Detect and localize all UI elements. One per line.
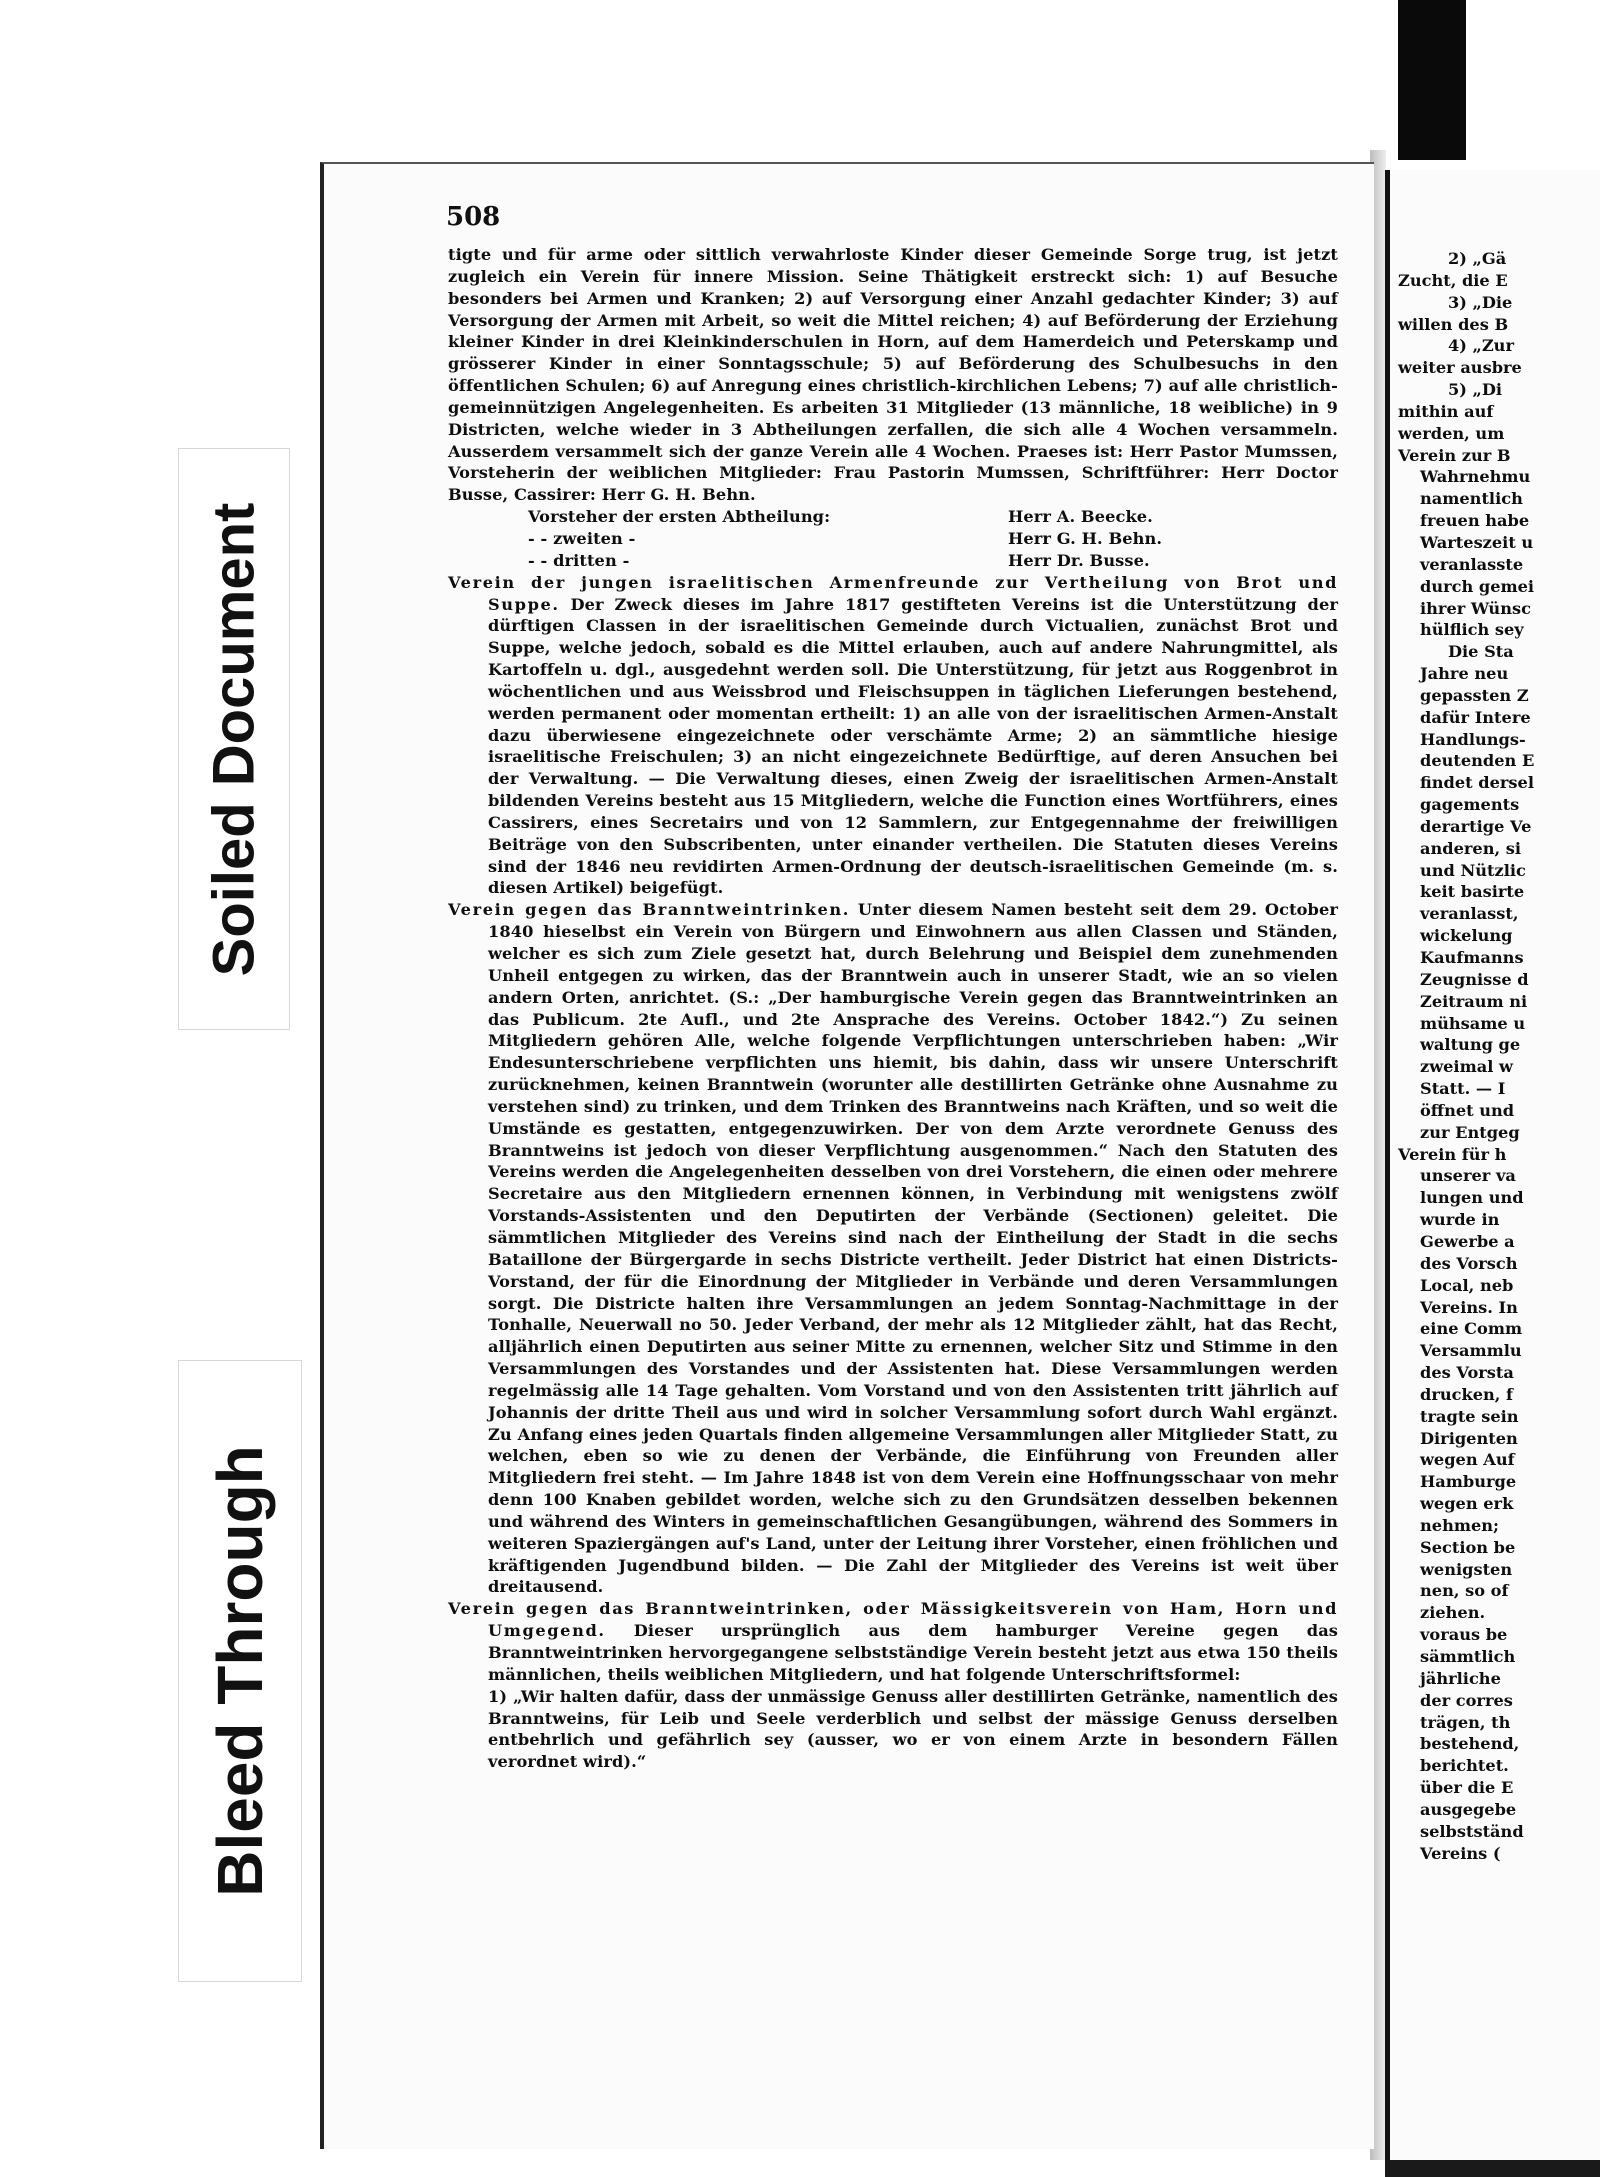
right-page-line: drucken, f [1420, 1384, 1513, 1404]
right-page-line: des Vorsta [1420, 1363, 1514, 1383]
right-page-line: eine Comm [1420, 1319, 1523, 1339]
right-page [1385, 170, 1600, 2160]
right-page-line: wenigsten [1420, 1559, 1513, 1579]
right-page-line: veranlasste [1420, 554, 1524, 574]
right-page-line: öffnet und [1420, 1100, 1515, 1120]
right-page-line: Local, neb [1420, 1275, 1514, 1295]
right-page-line: voraus be [1420, 1625, 1508, 1645]
right-page-line: der corres [1420, 1690, 1513, 1710]
right-page-line: Vereins ( [1420, 1843, 1501, 1863]
right-page-line: keit basirte [1420, 882, 1525, 902]
right-page-line: wurde in [1420, 1210, 1500, 1230]
page-number: 508 [446, 202, 501, 232]
right-page-line: Warteszeit u [1420, 532, 1534, 552]
entry-heading: Verein gegen das Branntweintrinken, oder Mässigkeitsverein von Ham, Horn und Umgegend. [448, 1599, 1338, 1641]
right-page-line: wickelung [1420, 926, 1513, 946]
right-page-line: trägen, th [1420, 1712, 1511, 1732]
right-page-line: des Vorsch [1420, 1253, 1518, 1273]
right-page-line: namentlich [1420, 489, 1523, 509]
officer-row [448, 528, 1338, 550]
officer-name: Herr A. Beecke. [1008, 507, 1153, 527]
soiled-document-text: Soiled Document [201, 502, 267, 976]
right-page-line: 3) „Die [1448, 292, 1513, 312]
right-page-line: wegen Auf [1420, 1450, 1515, 1470]
right-page-line: Statt. — I [1420, 1079, 1506, 1099]
left-page [320, 162, 1374, 2149]
officer-name: Herr Dr. Busse. [1008, 550, 1150, 570]
right-page-line: nehmen; [1420, 1515, 1500, 1535]
entry-body: Unter diesem Namen besteht seit dem 29. October 1840 hieselbst ein Verein von Bürgern und Einwohnern aus allen Classen und Ständen, welcher es sich zum Ziele gesetzt hat, durch Belehrung und Beispiel dem zunehmenden Unheil entgegen zu wirken, das der Branntwein auch in unserer Stadt, wie an so vielen andern Orten, anrichtet. (S.: „Der hamburgische Verein gegen das Branntweintrinken an das Publicum. 2te Aufl., und 2te Ansprache des Vereins. October 1842.“) Zu seinen Mitgliedern gehören Alle, welche folgende Verpflichtungen unterschrieben haben: „Wir Endesunterschriebene verpflichten uns hiemit, bis dahin, dass wir unsere Unterschrift zurücknehmen, keinen Branntwein (worunter alle destillirten Getränke ohne Ausnahme zu verstehen sind) zu trinken, und dem Trinken des Branntweins nach Kräften, und so weit die Umstände es gestatten, entgegenzuwirken. Der von dem Arzte verordnete Genuss des Branntweins ist jedoch von dieser Verpflichtung ausgenommen.“ Nach den Statuten des Vereins werden die Angelegenheiten desselben von drei Vorstehern, die einen oder mehrere Secretaire aus den Mitgliedern ernennen können, in Verbindung mit wenigstens zwölf Vorstands-Assistenten und den Deputirten der Verbände (Sectionen) geleitet. Die sämmtlichen Mitglieder des Vereins sind nach der Eintheilung der Stadt in die sechs Bataillone der Bürgergarde in sechs Districte vertheilt. Jeder District hat einen Districts-Vorstand, der für die Einordnung der Mitglieder in Verbände und deren Versammlungen sorgt. Die Districte halten ihre Versammlungen an jedem Sonntag-Nachmittage in der Tonhalle, Neuerwall no 50. Jeder Verband, der mehr als 12 Mitglieder zählt, hat das Recht, alljährlich einen Deputirten aus seiner Mitte zu ernennen, welcher Sitz und Stimme in den Versammlungen des Vorstandes und der Assistenten hat. Diese Versammlungen werden regelmässig alle 14 Tage gehalten. Vom Vorstand und von den Assistenten tritt jährlich auf Johannis der dritte Theil aus und wird in solcher Versammlung sofort durch Wahl ergänzt. Zu Anfang eines jeden Quartals finden allgemeine Versammlungen aller Mitglieder Statt, zu welchen, eben so wie zu denen der Verbände, die Einführung von Freunden aller Mitgliedern frei steht. — Im Jahre 1848 ist von dem Verein eine Hoffnungsschaar von mehr denn 100 Knaben gebildet worden, welche sich zu den Grundsätzen desselben bekennen und während des Winters in gemeinschaftlichen Gesangübungen, während des Sommers in weiteren Spaziergängen auf's Land, unter der Leitung ihrer Vorsteher, einen fröhlichen und kräftigenden Jugendbund bilden. — Die Zahl der Mitglieder des Vereins ist weit über dreitausend. [488, 900, 1338, 1597]
soiled-document-label [178, 448, 290, 1030]
right-page-line: 5) „Di [1448, 380, 1503, 400]
right-page-line: lungen und [1420, 1188, 1524, 1208]
right-page-line: Vereins. In [1420, 1297, 1518, 1317]
right-page-line: Jahre neu [1420, 664, 1509, 684]
right-page-line: Zeitraum ni [1420, 991, 1528, 1011]
right-page-line: tragte sein [1420, 1406, 1519, 1426]
right-page-line: dafür Intere [1420, 707, 1531, 727]
right-page-line: Gewerbe a [1420, 1231, 1515, 1251]
officer-row [448, 506, 1338, 528]
right-page-line: mühsame u [1420, 1013, 1526, 1033]
entry-body: Dieser ursprünglich aus dem hamburger Vereine gegen das Branntweintrinken hervorgegangene selbstständige Verein besteht jetzt aus etwa 150 theils männlichen, theils weiblichen Mitgliedern, und hat folgende Unterschriftsformel: [488, 1621, 1338, 1684]
right-page-line: ausgegebe [1420, 1799, 1517, 1819]
right-page-line: willen des B [1398, 314, 1509, 334]
right-page-line: zur Entgeg [1420, 1122, 1520, 1142]
officer-label: - - dritten - [528, 550, 630, 570]
right-page-line: wegen erk [1420, 1494, 1514, 1514]
right-page-line: Handlungs- [1420, 729, 1526, 749]
right-page-text [1398, 248, 1600, 1864]
right-page-line: Zeugnisse d [1420, 969, 1529, 989]
right-page-line: und Nützlic [1420, 860, 1526, 880]
right-page-line: veranlasst, [1420, 904, 1519, 924]
officer-label: Vorsteher der ersten Abtheilung: [528, 507, 831, 527]
right-page-line: werden, um [1398, 423, 1505, 443]
right-page-line: Section be [1420, 1537, 1516, 1557]
right-page-line: hülflich sey [1420, 620, 1524, 640]
right-page-line: deutenden E [1420, 751, 1535, 771]
right-page-line: über die E [1420, 1778, 1514, 1798]
right-page-line: waltung ge [1420, 1035, 1521, 1055]
bleed-through-label [178, 1360, 302, 1982]
left-page-text [448, 244, 1338, 1773]
entry-heading: Verein der jungen israelitischen Armenfreunde zur Vertheilung von Brot und Suppe. [448, 572, 1338, 614]
right-page-line: berichtet. [1420, 1756, 1509, 1776]
right-page-line: Versammlu [1420, 1341, 1522, 1361]
right-page-line: Verein zur B [1398, 445, 1511, 465]
pledge-paragraph: 1) „Wir halten dafür, dass der unmässige Genuss aller destillirten Getränke, namentlich des Branntweins, für Leib und Seele verderblich und selbst der mässige Genuss derselben entbehrlich und gefährlich sey (ausser, wo er von einem Arzte in besondern Fällen verordnet wird).“ [488, 1686, 1338, 1772]
binding-strip-top [1398, 0, 1466, 160]
entry-paragraph [448, 899, 1338, 1598]
right-page-line: Die Sta [1448, 642, 1514, 662]
entry-heading: Verein gegen das Branntweintrinken. [448, 900, 851, 920]
right-page-line: zweimal w [1420, 1057, 1513, 1077]
right-page-line: gagements [1420, 795, 1520, 815]
right-page-line: derartige Ve [1420, 816, 1532, 836]
right-page-line: Kaufmanns [1420, 948, 1524, 967]
right-page-line: anderen, si [1420, 838, 1522, 858]
right-page-line: Wahrnehmu [1420, 467, 1531, 487]
right-page-line: Dirigenten [1420, 1428, 1518, 1448]
officer-name: Herr G. H. Behn. [1008, 528, 1163, 548]
right-page-line: 4) „Zur [1448, 336, 1514, 356]
right-page-line: selbstständ [1420, 1821, 1524, 1841]
bleed-through-text: Bleed Through [204, 1445, 276, 1897]
right-page-line: freuen habe [1420, 511, 1530, 531]
entry-paragraph [448, 1598, 1338, 1685]
right-page-line: findet dersel [1420, 773, 1534, 793]
right-page-line: 2) „Gä [1448, 249, 1507, 268]
right-page-line: ihrer Wünsc [1420, 598, 1531, 618]
right-page-line: durch gemei [1420, 576, 1535, 596]
entry-body: Der Zweck dieses im Jahre 1817 gestifteten Vereins ist die Unterstützung der dürftigen Classen in der israelitischen Gemeinde durch Victualien, zunächst Brot und Suppe, welche jedoch, sobald es die Mittel erlauben, auch auf andere Nahrungmittel, als Kartoffeln u. dgl., ausgedehnt werden soll. Die Unterstützung, für jetzt aus Roggenbrot in wöchentlichen und aus Weissbrod und Fleischsuppen in täglichen Lieferungen bestehend, werden permanent oder momentan ertheilt: 1) an alle von der israelitischen Armen-Anstalt dazu überwiesene eingezeichnete oder verschämte Arme; 2) an sämmtliche hiesige israelitische Freischulen; 3) an nicht eingezeichnete Bedürftige, auf deren Ansuchen bei der Verwaltung. — Die Verwaltung dieses, einen Zweig der israelitischen Armen-Anstalt bildenden Vereins besteht aus 15 Mitgliedern, welche die Function eines Wortführers, eines Cassirers, eines Secretairs und von 12 Sammlern, zur Entgegennahme der freiwilligen Beiträge von den Subscribenten, unter einander vertheilen. Die Statuten dieses Vereins sind der 1846 neu revidirten Armen-Ordnung der deutsch-israelitischen Gemeinde (m. s. diesen Artikel) beigefügt. [488, 594, 1338, 898]
right-page-line: Zucht, die E [1398, 270, 1508, 290]
entry-paragraph [448, 572, 1338, 900]
right-page-line: jährliche [1420, 1668, 1501, 1688]
right-page-line: gepassten Z [1420, 685, 1529, 705]
right-page-line: weiter ausbre [1398, 358, 1522, 378]
right-page-line: Verein für h [1398, 1144, 1507, 1164]
right-page-line: bestehend, [1420, 1734, 1520, 1754]
continued-paragraph: tigte und für arme oder sittlich verwahrloste Kinder dieser Gemeinde Sorge trug, ist jetzt zugleich ein Verein für innere Mission. Seine Thätigkeit erstreckt sich: 1) auf Besuche besonders bei Armen und Kranken; 2) auf Versorgung einer Anzahl gedachter Kinder; 3) auf Versorgung der Armen mit Arbeit, so weit die Mittel reichen; 4) auf Beförderung der Erziehung kleiner Kinder in drei Kleinkinderschulen in Horn, auf dem Hamerdeich und Peterskamp und grösserer Kinder in einer Sonntagsschule; 5) auf Beförderung des Schulbesuchs in den öffentlichen Schulen; 6) auf Anregung eines christlich-kirchlichen Lebens; 7) auf alle christlich-gemeinnützigen Angelegenheiten. Es arbeiten 31 Mitglieder (13 männliche, 18 weibliche) in 9 Districten, welche wieder in 3 Abtheilungen zerfallen, die sich alle 4 Wochen versammeln. Ausserdem versammelt sich der ganze Verein alle 4 Wochen. Praeses ist: Herr Pastor Mumssen, Vorsteherin der weiblichen Mitglieder: Frau Pastorin Mumssen, Schriftführer: Herr Doctor Busse, Cassirer: Herr G. H. Behn. [448, 245, 1338, 505]
officer-label: - - zweiten - [528, 528, 636, 548]
right-page-line: Hamburge [1420, 1472, 1517, 1492]
officer-row [448, 550, 1338, 572]
right-page-line: unserer va [1420, 1166, 1516, 1186]
right-page-line: ziehen. [1420, 1603, 1486, 1623]
right-page-line: mithin auf [1398, 401, 1494, 421]
right-page-line: nen, so of [1420, 1581, 1509, 1601]
right-page-line: sämmtlich [1420, 1647, 1516, 1666]
